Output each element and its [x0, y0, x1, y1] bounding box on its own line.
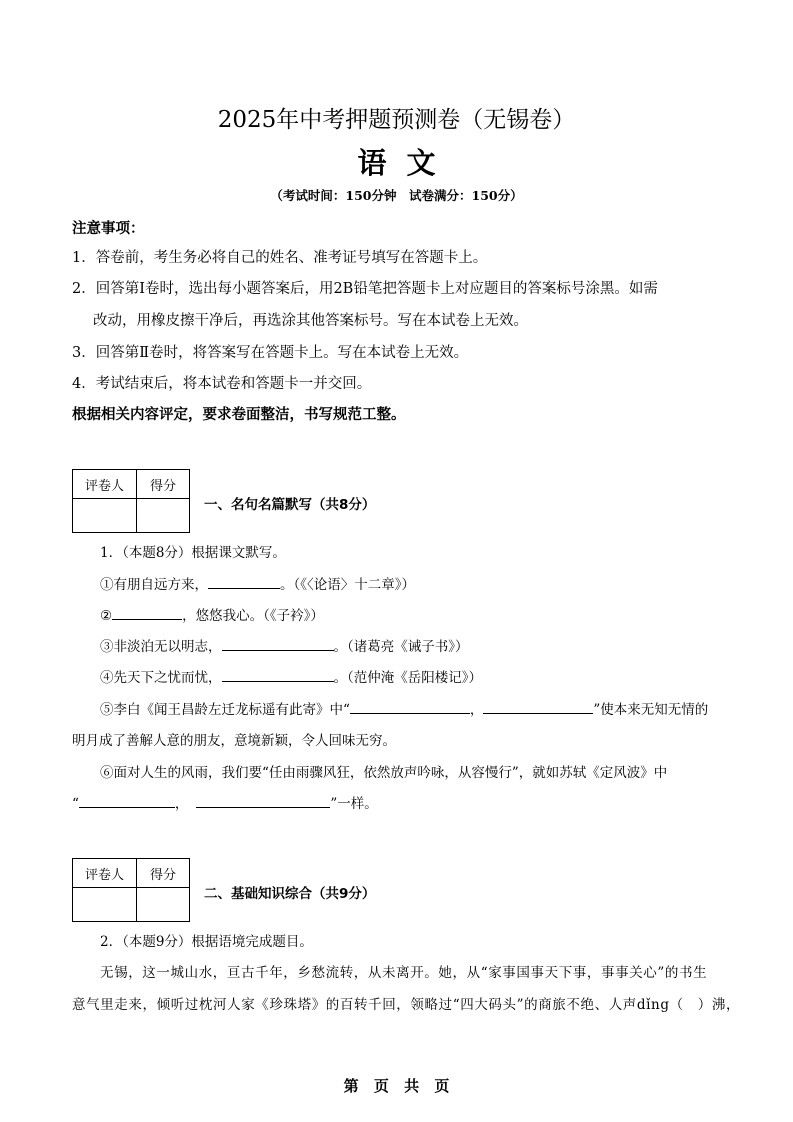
note-item-2-cont: 改动，用橡皮擦干净后，再选涂其他答案标号。写在本试卷上无效。 — [93, 313, 528, 329]
subject-title: 语文 — [357, 146, 456, 180]
answer-blank[interactable] — [222, 638, 334, 651]
item-text: 。（《〈论语〉十二章》） — [280, 577, 415, 593]
item-text: ”一样。 — [330, 796, 378, 812]
answer-blank[interactable] — [79, 795, 175, 808]
section2-title: 二、基础知识综合（共9分） — [204, 886, 376, 902]
score-cell — [137, 888, 190, 922]
item-text: ”使本来无知无情的 — [593, 702, 709, 718]
item-text: ， — [174, 796, 189, 812]
item-text: ，悠悠我心。（《子衿》） — [182, 608, 324, 624]
section1-title: 一、名句名篇默写（共8分） — [204, 497, 376, 513]
answer-blank[interactable] — [196, 795, 330, 808]
answer-blank[interactable] — [208, 576, 280, 589]
score-label: 得分 — [137, 859, 190, 888]
score-box-2 — [72, 858, 190, 922]
note-item-4: 4．考试结束后，将本试卷和答题卡一并交回。 — [72, 376, 372, 392]
item-text: 。（诸葛亮《诫子书》） — [333, 639, 469, 655]
dictation-item-4 — [100, 666, 482, 686]
answer-blank[interactable] — [483, 701, 593, 714]
dictation-item-2 — [100, 604, 324, 624]
dictation-item-6: ⑥面对人生的风雨，我们要“任由雨骤风狂，依然放声吟咏，从容慢行”，就如苏轼《定风波》中 — [100, 765, 668, 781]
score-label: 得分 — [137, 470, 190, 499]
note-item-2: 2．回答第Ⅰ卷时，选出每小题答案后，用2B铅笔把答题卡上对应题目的答案标号涂黑。如需 — [72, 281, 658, 297]
item-text: ⑤李白《闻王昌龄左迁龙标遥有此寄》中“ — [100, 702, 350, 718]
item-text: 。（范仲淹《岳阳楼记》） — [333, 670, 482, 686]
item-text: ③非淡泊无以明志， — [100, 639, 222, 655]
passage-line-2: 意气里走来，倾听过枕河人家《珍珠塔》的百转千回，领略过“四大码头”的商旅不绝、人声dǐng（ ）沸， — [72, 997, 741, 1013]
score-cell — [137, 499, 190, 533]
grader-label: 评卷人 — [73, 859, 137, 888]
notes-emphasis: 根据相关内容评定，要求卷面整洁，书写规范工整。 — [72, 407, 406, 423]
notes-heading: 注意事项： — [72, 221, 145, 237]
grader-cell — [73, 499, 137, 533]
answer-blank[interactable] — [222, 669, 334, 682]
dictation-item-5 — [100, 698, 708, 718]
dictation-item-6-cont — [72, 792, 378, 812]
grader-label: 评卷人 — [73, 470, 137, 499]
answer-blank[interactable] — [112, 607, 182, 620]
exam-title: 2025年中考押题预测卷（无锡卷） — [217, 107, 576, 133]
question-1: 1．（本题8分）根据课文默写。 — [100, 545, 286, 561]
dictation-item-1 — [100, 573, 415, 593]
question-2: 2．（本题9分）根据语境完成题目。 — [100, 934, 313, 950]
dictation-item-3 — [100, 635, 469, 655]
note-item-3: 3．回答第Ⅱ卷时，将答案写在答题卡上。写在本试卷上无效。 — [72, 345, 469, 361]
answer-blank[interactable] — [350, 701, 470, 714]
item-text: “ — [72, 796, 79, 812]
passage-line-1: 无锡，这一城山水，亘古千年，乡愁流转，从未离开。她，从“家事国事天下事，事事关心”的书生 — [100, 965, 708, 981]
score-box-1 — [72, 469, 190, 533]
page-footer: 第 页 共 页 — [343, 1077, 450, 1095]
exam-info: （考试时间：150分钟 试卷满分：150分） — [270, 188, 523, 203]
dictation-item-5-cont: 明月成了善解人意的朋友，意境新颖，令人回味无穷。 — [72, 733, 396, 749]
grader-cell — [73, 888, 137, 922]
item-text: ①有朋自远方来， — [100, 577, 208, 593]
item-text: ④先天下之忧而忧， — [100, 670, 222, 686]
item-text: ② — [100, 608, 113, 624]
item-text: ， — [469, 702, 484, 718]
note-item-1: 1．答卷前，考生务必将自己的姓名、准考证号填写在答题卡上。 — [72, 250, 488, 266]
